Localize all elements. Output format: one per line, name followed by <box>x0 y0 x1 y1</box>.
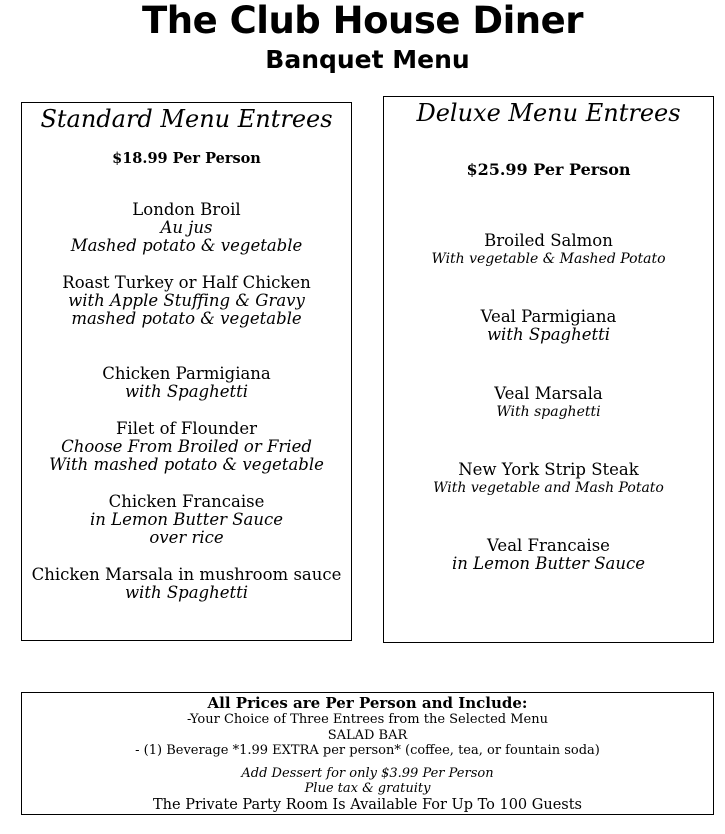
deluxe-menu-box <box>383 96 714 643</box>
item-name: Filet of Flounder <box>115 419 258 438</box>
menu-item <box>22 566 351 602</box>
menu-item <box>384 385 713 421</box>
item-description: with Spaghetti <box>486 325 611 344</box>
item-name: Veal Parmigiana <box>480 307 617 326</box>
menu-item <box>22 365 351 401</box>
pricing-info-line: SALAD BAR <box>327 728 408 743</box>
item-description: Choose From Broiled or Fried <box>61 437 312 456</box>
item-description: with Spaghetti <box>124 382 249 401</box>
item-name: Chicken Parmigiana <box>102 364 271 383</box>
menu-item <box>384 308 713 344</box>
menu-item <box>22 493 351 547</box>
menu-item <box>22 274 351 328</box>
pricing-info-line: - (1) Beverage *1.99 EXTRA per person* (coffee, tea, or fountain soda) <box>135 743 600 758</box>
standard-price: $18.99 Per Person <box>112 150 261 167</box>
menu-item <box>22 201 351 255</box>
pricing-info-line: -Your Choice of Three Entrees from the Selected Menu <box>187 712 548 727</box>
tax-note: Plue tax & gratuity <box>304 781 431 796</box>
item-description: mashed potato & vegetable <box>71 309 302 328</box>
pricing-info-box <box>21 692 714 815</box>
item-name: New York Strip Steak <box>458 460 639 479</box>
item-name: Veal Francaise <box>487 536 610 555</box>
item-description: Au jus <box>160 218 213 237</box>
item-name: Roast Turkey or Half Chicken <box>62 273 311 292</box>
dessert-note: Add Dessert for only $3.99 Per Person <box>241 766 494 781</box>
item-name: London Broil <box>132 200 241 219</box>
page-subtitle: Banquet Menu <box>265 45 470 74</box>
pricing-info-heading: All Prices are Per Person and Include: <box>207 694 528 712</box>
page-title: The Club House Diner <box>142 0 583 42</box>
item-description: over rice <box>149 528 224 547</box>
item-description: in Lemon Butter Sauce <box>451 554 645 573</box>
item-name: Veal Marsala <box>494 384 603 403</box>
deluxe-menu-heading: Deluxe Menu Entrees <box>416 99 681 127</box>
item-description: With spaghetti <box>496 404 601 420</box>
item-description: With mashed potato & vegetable <box>49 455 324 474</box>
item-description: With vegetable and Mash Potato <box>433 480 664 496</box>
menu-item <box>22 420 351 474</box>
item-name: Chicken Francaise <box>108 492 265 511</box>
item-description: in Lemon Butter Sauce <box>89 510 283 529</box>
party-room-note: The Private Party Room Is Available For Up To 100 Guests <box>153 797 582 813</box>
menu-item <box>384 232 713 268</box>
menu-item <box>384 537 713 573</box>
item-description: Mashed potato & vegetable <box>70 236 303 255</box>
item-description: With vegetable & Mashed Potato <box>431 251 666 267</box>
deluxe-price: $25.99 Per Person <box>466 160 631 179</box>
item-description: with Apple Stuffing & Gravy <box>68 291 305 310</box>
standard-menu-heading: Standard Menu Entrees <box>40 105 333 133</box>
item-description: with Spaghetti <box>124 583 249 602</box>
menu-item <box>384 461 713 497</box>
item-name: Broiled Salmon <box>484 231 613 250</box>
item-name: Chicken Marsala in mushroom sauce <box>31 565 342 584</box>
standard-menu-box <box>21 102 352 641</box>
